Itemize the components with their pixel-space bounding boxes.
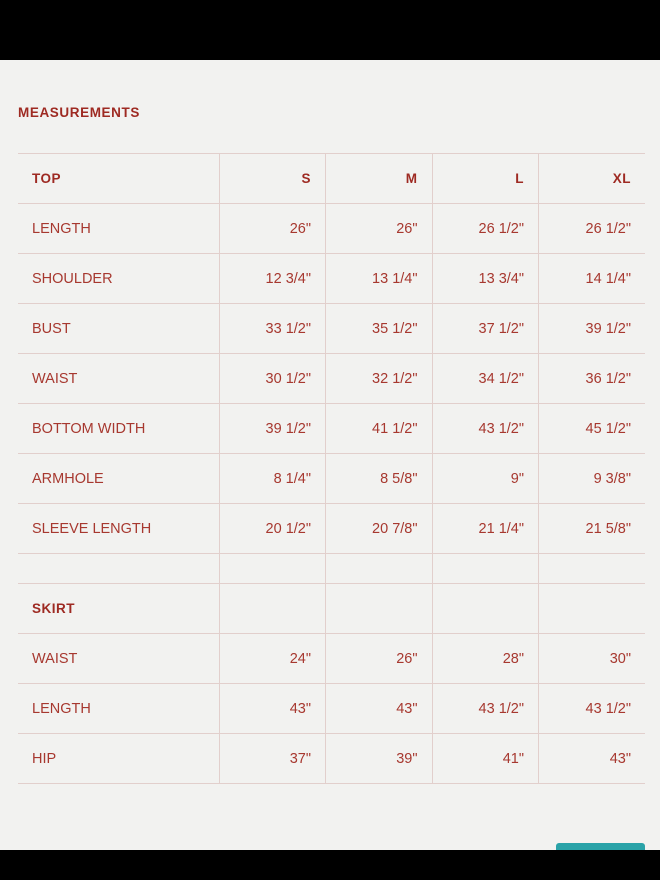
table-row bbox=[18, 154, 645, 204]
teal-accent-strip[interactable] bbox=[556, 843, 645, 850]
cell-value: 26" bbox=[326, 634, 433, 684]
row-label bbox=[18, 554, 219, 584]
size-column-l: L bbox=[432, 154, 539, 204]
table-row bbox=[18, 734, 645, 784]
cell-value: 37" bbox=[219, 734, 326, 784]
cell-value: 43 1/2" bbox=[432, 404, 539, 454]
row-label: LENGTH bbox=[18, 684, 219, 734]
row-label: SHOULDER bbox=[18, 254, 219, 304]
cell-value: 8 1/4" bbox=[219, 454, 326, 504]
cell-value: 8 5/8" bbox=[326, 454, 433, 504]
cell-value: 39 1/2" bbox=[539, 304, 646, 354]
cell-value: 43" bbox=[326, 684, 433, 734]
size-column-m: M bbox=[326, 154, 433, 204]
cell-value: 39" bbox=[326, 734, 433, 784]
cell-value: 45 1/2" bbox=[539, 404, 646, 454]
cell-value: 37 1/2" bbox=[432, 304, 539, 354]
cell-value: 13 1/4" bbox=[326, 254, 433, 304]
cell-value: 20 7/8" bbox=[326, 504, 433, 554]
row-label: BUST bbox=[18, 304, 219, 354]
bottom-letterbox-bar bbox=[0, 850, 660, 880]
table-row-spacer bbox=[18, 554, 645, 584]
document-page bbox=[0, 60, 660, 850]
page-content bbox=[0, 60, 645, 850]
size-column-xl: XL bbox=[539, 154, 646, 204]
cell-value: 32 1/2" bbox=[326, 354, 433, 404]
cell-value: 24" bbox=[219, 634, 326, 684]
cell-value: 36 1/2" bbox=[539, 354, 646, 404]
cell-value: 39 1/2" bbox=[219, 404, 326, 454]
cell-value: 28" bbox=[432, 634, 539, 684]
cell-value: 14 1/4" bbox=[539, 254, 646, 304]
cell-value bbox=[326, 584, 433, 634]
table-row bbox=[18, 304, 645, 354]
row-label: SLEEVE LENGTH bbox=[18, 504, 219, 554]
row-label: WAIST bbox=[18, 634, 219, 684]
cell-value: 13 3/4" bbox=[432, 254, 539, 304]
cell-value: 35 1/2" bbox=[326, 304, 433, 354]
size-column-s: S bbox=[219, 154, 326, 204]
cell-value: 9" bbox=[432, 454, 539, 504]
cell-value: 20 1/2" bbox=[219, 504, 326, 554]
measurements-table bbox=[18, 153, 645, 784]
cell-value: 12 3/4" bbox=[219, 254, 326, 304]
cell-value: 43 1/2" bbox=[539, 684, 646, 734]
row-label: SKIRT bbox=[18, 584, 219, 634]
cell-value bbox=[432, 584, 539, 634]
cell-value bbox=[432, 554, 539, 584]
row-label: LENGTH bbox=[18, 204, 219, 254]
table-row bbox=[18, 354, 645, 404]
cell-value: 26" bbox=[326, 204, 433, 254]
row-label: BOTTOM WIDTH bbox=[18, 404, 219, 454]
cell-value bbox=[219, 554, 326, 584]
table-row bbox=[18, 254, 645, 304]
cell-value: 30" bbox=[539, 634, 646, 684]
cell-value bbox=[326, 554, 433, 584]
row-label: WAIST bbox=[18, 354, 219, 404]
cell-value: 26" bbox=[219, 204, 326, 254]
cell-value: 41" bbox=[432, 734, 539, 784]
table-row bbox=[18, 454, 645, 504]
table-row-subheader bbox=[18, 584, 645, 634]
page-title: MEASUREMENTS bbox=[18, 105, 140, 120]
row-label: ARMHOLE bbox=[18, 454, 219, 504]
table-row bbox=[18, 634, 645, 684]
cell-value: 26 1/2" bbox=[432, 204, 539, 254]
table-row bbox=[18, 684, 645, 734]
cell-value: 21 5/8" bbox=[539, 504, 646, 554]
page-right-gutter bbox=[645, 60, 660, 850]
cell-value: 30 1/2" bbox=[219, 354, 326, 404]
cell-value bbox=[219, 584, 326, 634]
top-letterbox-bar bbox=[0, 0, 660, 60]
cell-value: 43" bbox=[219, 684, 326, 734]
row-label: TOP bbox=[18, 154, 219, 204]
cell-value: 41 1/2" bbox=[326, 404, 433, 454]
table-row bbox=[18, 404, 645, 454]
cell-value: 33 1/2" bbox=[219, 304, 326, 354]
cell-value: 43" bbox=[539, 734, 646, 784]
table-row bbox=[18, 204, 645, 254]
row-label: HIP bbox=[18, 734, 219, 784]
cell-value: 43 1/2" bbox=[432, 684, 539, 734]
cell-value: 9 3/8" bbox=[539, 454, 646, 504]
cell-value: 21 1/4" bbox=[432, 504, 539, 554]
cell-value: 26 1/2" bbox=[539, 204, 646, 254]
table-row bbox=[18, 504, 645, 554]
measurements-table-body bbox=[18, 154, 645, 784]
cell-value: 34 1/2" bbox=[432, 354, 539, 404]
cell-value bbox=[539, 554, 646, 584]
measurements-table-container bbox=[18, 153, 645, 784]
cell-value bbox=[539, 584, 646, 634]
